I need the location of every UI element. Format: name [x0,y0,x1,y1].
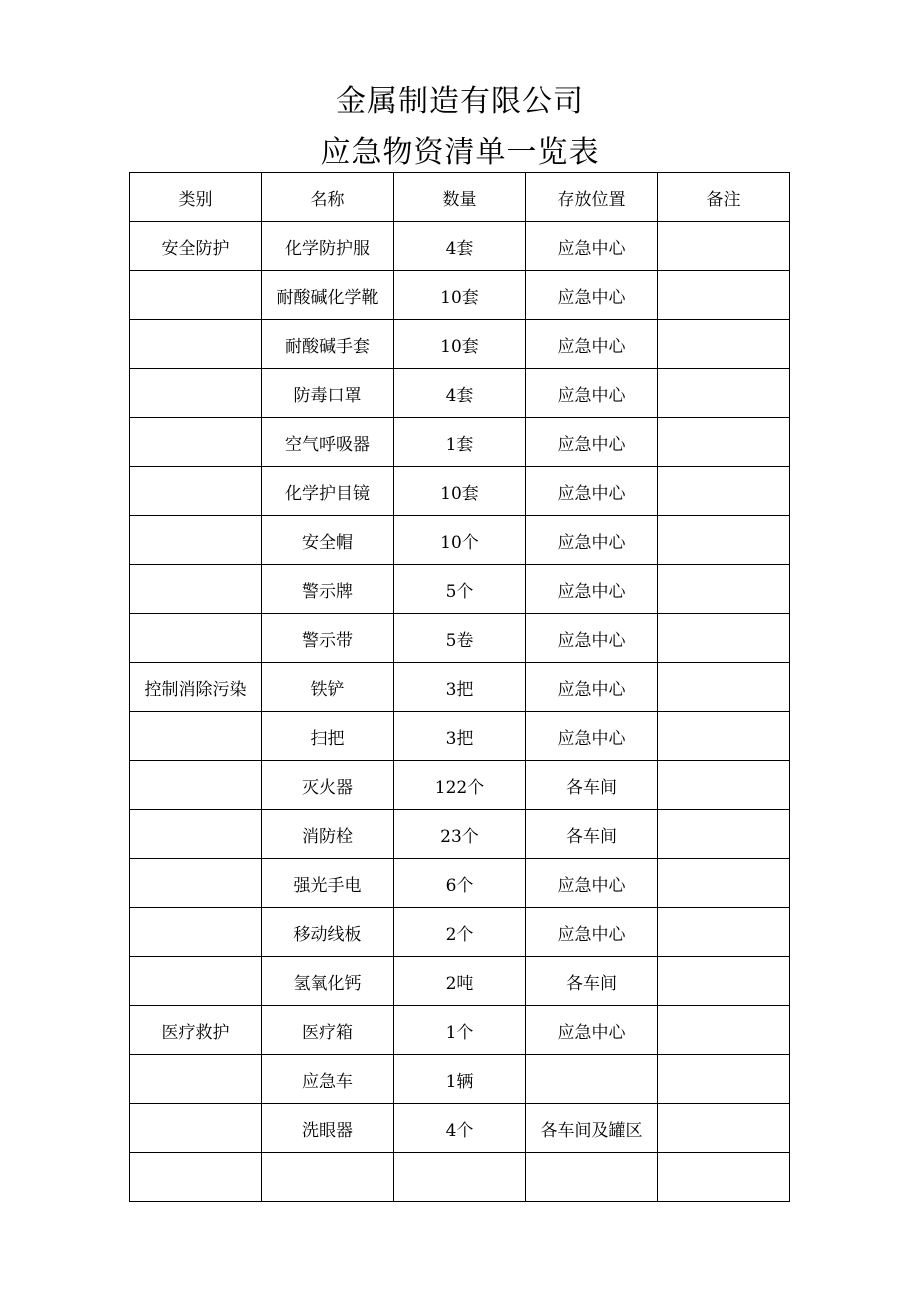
cell-quantity: 2吨 [394,957,526,1006]
cell-quantity: 10套 [394,320,526,369]
cell-remarks [658,712,790,761]
cell-category [130,320,262,369]
cell-storage-location: 应急中心 [526,222,658,271]
table-row [130,271,790,320]
cell-category [130,761,262,810]
cell-item-name: 灭火器 [262,761,394,810]
table-row [130,565,790,614]
cell-remarks [658,761,790,810]
cell-category [130,1153,262,1202]
cell-item-name: 空气呼吸器 [262,418,394,467]
cell-quantity: 1辆 [394,1055,526,1104]
cell-item-name: 化学护目镜 [262,467,394,516]
cell-item-name: 化学防护服 [262,222,394,271]
table-body [130,222,790,1202]
cell-storage-location: 应急中心 [526,859,658,908]
cell-quantity: 4套 [394,369,526,418]
table-row [130,222,790,271]
table-row [130,663,790,712]
cell-storage-location: 应急中心 [526,467,658,516]
cell-category [130,712,262,761]
cell-quantity: 6个 [394,859,526,908]
header-item-name: 名称 [262,173,394,222]
cell-item-name [262,1153,394,1202]
table-row [130,761,790,810]
cell-quantity: 10套 [394,467,526,516]
cell-storage-location: 应急中心 [526,614,658,663]
cell-storage-location: 应急中心 [526,1006,658,1055]
cell-quantity: 5个 [394,565,526,614]
cell-remarks [658,467,790,516]
cell-storage-location: 应急中心 [526,663,658,712]
cell-item-name: 氢氧化钙 [262,957,394,1006]
cell-category [130,957,262,1006]
cell-category [130,271,262,320]
cell-item-name: 铁铲 [262,663,394,712]
cell-quantity: 4个 [394,1104,526,1153]
cell-storage-location: 应急中心 [526,908,658,957]
table-row [130,712,790,761]
cell-storage-location: 各车间 [526,761,658,810]
cell-quantity: 5卷 [394,614,526,663]
header-storage-location: 存放位置 [526,173,658,222]
cell-remarks [658,418,790,467]
cell-quantity: 10个 [394,516,526,565]
cell-remarks [658,663,790,712]
table-row [130,614,790,663]
cell-remarks [658,565,790,614]
cell-remarks [658,222,790,271]
cell-item-name: 扫把 [262,712,394,761]
cell-remarks [658,369,790,418]
cell-remarks [658,1153,790,1202]
cell-item-name: 消防栓 [262,810,394,859]
cell-quantity: 3把 [394,712,526,761]
cell-quantity: 1套 [394,418,526,467]
cell-quantity: 3把 [394,663,526,712]
table-row [130,1055,790,1104]
cell-storage-location: 应急中心 [526,516,658,565]
table-row [130,859,790,908]
table-row [130,1153,790,1202]
cell-quantity: 122个 [394,761,526,810]
cell-storage-location: 各车间 [526,957,658,1006]
cell-storage-location: 各车间 [526,810,658,859]
cell-item-name: 耐酸碱化学靴 [262,271,394,320]
cell-item-name: 应急车 [262,1055,394,1104]
table-row [130,1006,790,1055]
table-row [130,320,790,369]
cell-remarks [658,1055,790,1104]
table-row [130,467,790,516]
cell-remarks [658,320,790,369]
cell-category: 控制消除污染 [130,663,262,712]
cell-storage-location [526,1055,658,1104]
cell-category [130,1055,262,1104]
cell-item-name: 警示带 [262,614,394,663]
cell-category [130,810,262,859]
table-row [130,957,790,1006]
cell-quantity: 4套 [394,222,526,271]
table-row [130,908,790,957]
cell-storage-location: 应急中心 [526,565,658,614]
cell-storage-location [526,1153,658,1202]
cell-category [130,516,262,565]
cell-item-name: 移动线板 [262,908,394,957]
table-row [130,516,790,565]
cell-category [130,565,262,614]
cell-storage-location: 应急中心 [526,369,658,418]
cell-category [130,614,262,663]
cell-category [130,1104,262,1153]
cell-category [130,467,262,516]
company-title: 金属制造有限公司 [336,84,584,119]
cell-item-name: 防毒口罩 [262,369,394,418]
cell-item-name: 医疗箱 [262,1006,394,1055]
cell-quantity [394,1153,526,1202]
cell-item-name: 洗眼器 [262,1104,394,1153]
header-quantity: 数量 [394,173,526,222]
cell-remarks [658,810,790,859]
header-row [130,173,790,222]
cell-item-name: 耐酸碱手套 [262,320,394,369]
cell-remarks [658,859,790,908]
cell-remarks [658,908,790,957]
cell-item-name: 安全帽 [262,516,394,565]
header-category: 类别 [130,173,262,222]
table-row [130,369,790,418]
cell-category: 医疗救护 [130,1006,262,1055]
table-row [130,1104,790,1153]
cell-remarks [658,1104,790,1153]
cell-item-name: 强光手电 [262,859,394,908]
cell-remarks [658,271,790,320]
cell-storage-location: 应急中心 [526,418,658,467]
cell-remarks [658,516,790,565]
table-row [130,418,790,467]
cell-quantity: 1个 [394,1006,526,1055]
cell-remarks [658,614,790,663]
emergency-supplies-table [129,172,790,1202]
cell-quantity: 2个 [394,908,526,957]
cell-item-name: 警示牌 [262,565,394,614]
cell-storage-location: 应急中心 [526,320,658,369]
cell-category [130,418,262,467]
cell-quantity: 23个 [394,810,526,859]
cell-storage-location: 应急中心 [526,712,658,761]
sheet-title: 应急物资清单一览表 [320,135,600,170]
cell-category [130,859,262,908]
cell-remarks [658,1006,790,1055]
cell-category [130,908,262,957]
cell-category: 安全防护 [130,222,262,271]
cell-storage-location: 应急中心 [526,271,658,320]
cell-quantity: 10套 [394,271,526,320]
cell-remarks [658,957,790,1006]
table-row [130,810,790,859]
cell-storage-location: 各车间及罐区 [526,1104,658,1153]
header-remarks: 备注 [658,173,790,222]
cell-category [130,369,262,418]
table-header [130,173,790,222]
